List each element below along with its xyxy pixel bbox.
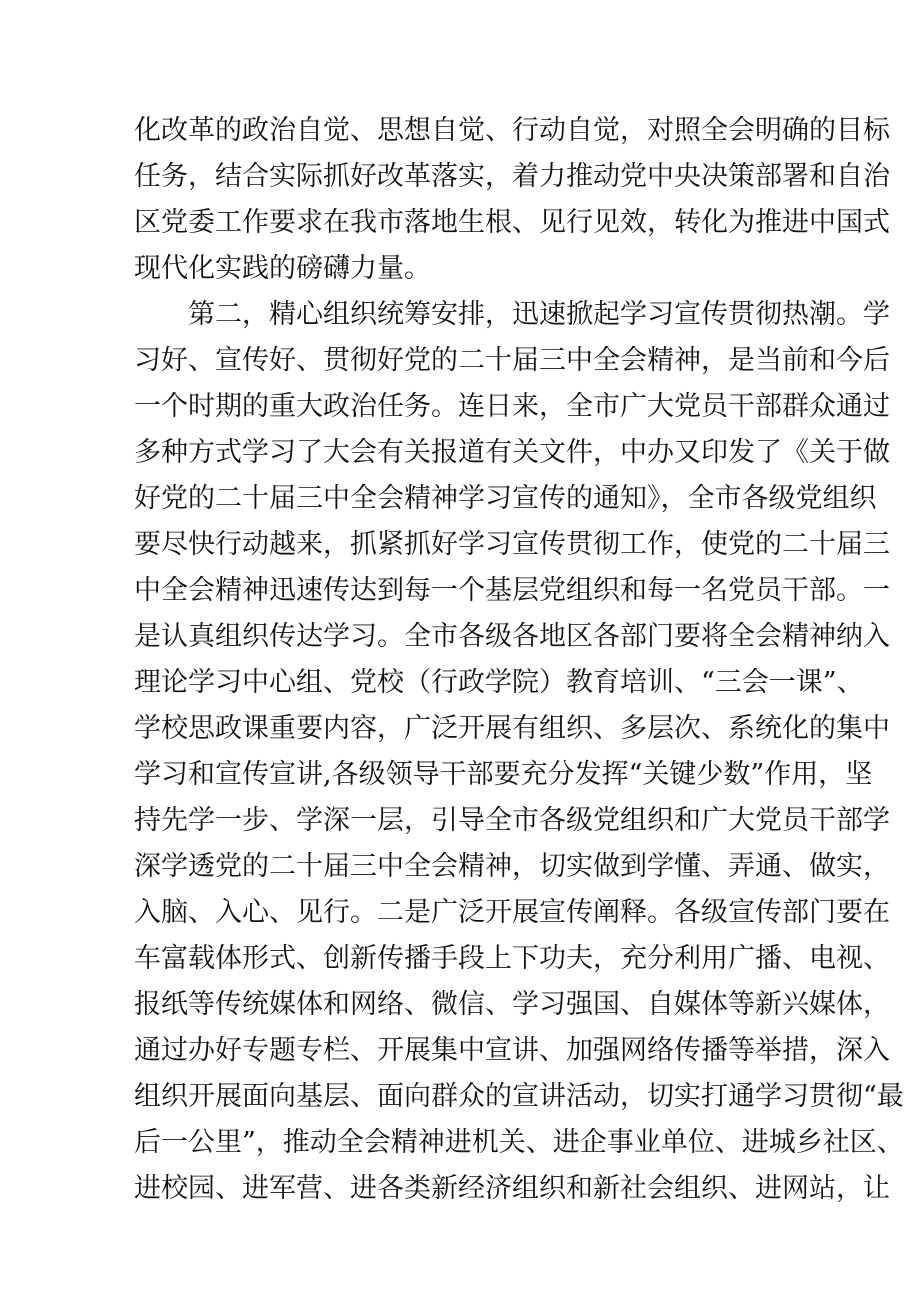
text-line: 是认真组织传达学习。全市各级各地区各部门要将全会精神纳入 — [134, 621, 890, 652]
text-line: 持先学一步、学深一层，引导全市各级党组织和广大党员干部学 — [134, 805, 890, 836]
text-line: 一个时期的重大政治任务。连日来，全市广大党员干部群众通过 — [134, 391, 890, 422]
text-line: 后一公里”，推动全会精神进机关、进企事业单位、进城乡社区、 — [134, 1127, 904, 1158]
text-line: 现代化实践的磅礴力量。 — [134, 253, 431, 284]
text-line: 通过办好专题专栏、开展集中宣讲、加强网络传播等举措，深入 — [134, 1035, 890, 1066]
text-line: 学习和宣传宣讲,各级领导干部要充分发挥“关键少数”作用，坚 — [134, 759, 873, 790]
text-line: 任务，结合实际抓好改革落实，着力推动党中央决策部署和自治 — [134, 161, 890, 192]
text-line: 报纸等传统媒体和网络、微信、学习强国、自媒体等新兴媒体， — [134, 989, 890, 1020]
text-line: 多种方式学习了大会有关报道有关文件，中办又印发了《关于做 — [134, 437, 890, 468]
text-line: 车富载体形式、创新传播手段上下功夫，充分利用广播、电视、 — [134, 943, 890, 974]
text-line: 学校思政课重要内容，广泛开展有组织、多层次、系统化的集中 — [134, 713, 890, 744]
text-line: 深学透党的二十届三中全会精神，切实做到学懂、弄通、做实， — [134, 851, 890, 882]
text-line: 入脑、入心、见行。二是广泛开展宣传阐释。各级宣传部门要在 — [134, 897, 890, 928]
text-line: 进校园、进军营、进各类新经济组织和新社会组织、进网站，让 — [134, 1173, 890, 1204]
text-line: 化改革的政治自觉、思想自觉、行动自觉，对照全会明确的目标 — [134, 115, 890, 146]
text-line: 好党的二十届三中全会精神学习宣传的通知》，全市各级党组织 — [134, 483, 877, 514]
text-line: 中全会精神迅速传达到每一个基层党组织和每一名党员干部。一 — [134, 575, 890, 606]
paragraph-heading-line: 第二，精心组织统筹安排，迅速掀起学习宣传贯彻热潮。学 — [188, 299, 890, 330]
text-line: 要尽快行动越来，抓紧抓好学习宣传贯彻工作，使党的二十届三 — [134, 529, 890, 560]
text-line: 理论学习中心组、党校（行政学院）教育培训、“三会一课”、 — [134, 667, 864, 698]
text-line: 组织开展面向基层、面向群众的宣讲活动，切实打通学习贯彻“最 — [134, 1081, 904, 1112]
text-line: 区党委工作要求在我市落地生根、见行见效，转化为推进中国式 — [134, 207, 890, 238]
text-line: 习好、宣传好、贯彻好党的二十届三中全会精神，是当前和今后 — [134, 345, 890, 376]
